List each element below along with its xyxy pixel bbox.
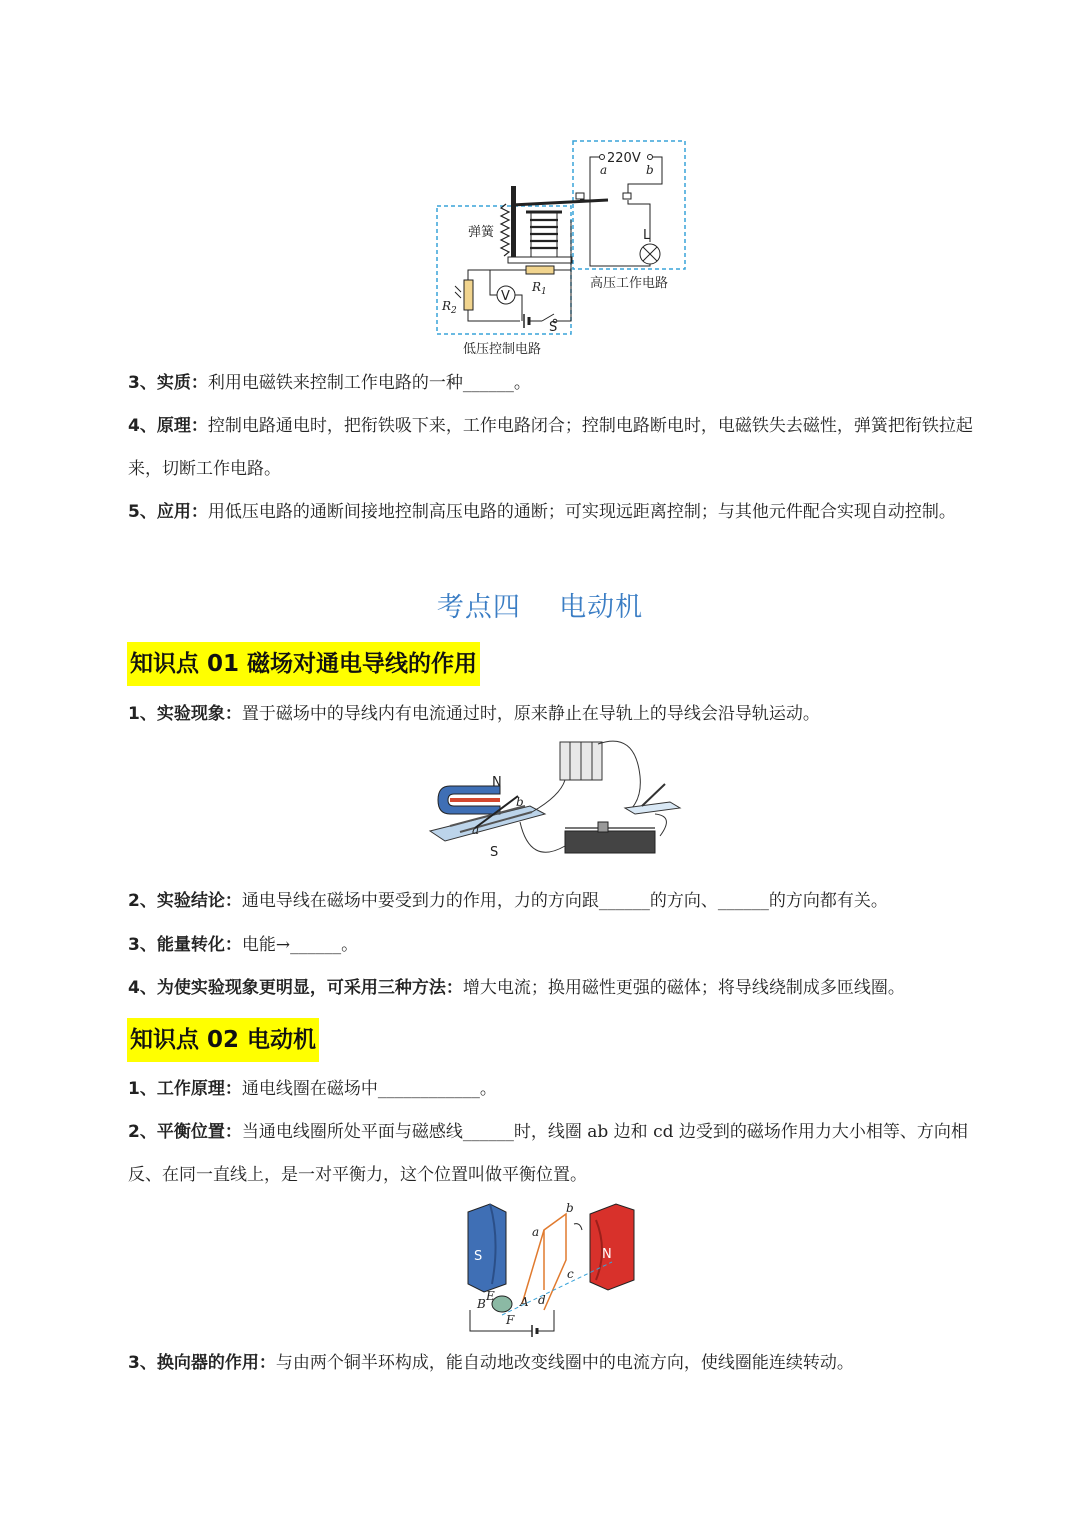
low-voltage-label: 低压控制电路 <box>463 342 542 357</box>
relay-item-principle: 4、原理：控制电路通电时，把衔铁吸下来，工作电路闭合；控制电路断电时，电磁铁失去磁性，弹簧把衔铁拉起来，切断工作电路。 <box>128 416 973 479</box>
rod-end-b-label: b <box>516 795 524 809</box>
kp1-item-phenomenon: 1、实验现象：置于磁场中的导线内有电流通过时，原来静止在导轨上的导线会沿导轨运动。 <box>128 704 820 724</box>
relay-circuit-figure <box>430 138 700 363</box>
magnet-n-label: N <box>602 1247 612 1262</box>
section-title: 考点四 电动机 <box>436 592 644 623</box>
kp1-item-energy: 3、能量转化：电能→______。 <box>128 935 359 955</box>
south-pole-label: S <box>490 845 499 860</box>
r1-label: $R_1$ <box>532 280 547 297</box>
coil-c-label: c <box>567 1267 574 1281</box>
ring-e-label: E <box>486 1289 495 1303</box>
high-voltage-label: 高压工作电路 <box>590 276 669 291</box>
coil-a-label: a <box>532 1225 540 1239</box>
terminal-b-label: b <box>646 163 654 177</box>
kp1-item-methods: 4、为使实验现象更明显，可采用三种方法：增大电流；换用磁性更强的磁体；将导线绕制成多匝线圈。 <box>128 978 905 998</box>
kp2-item-commutator: 3、换向器的作用：与由两个铜半环构成，能自动地改变线圈中的电流方向，使线圈能连续转动。 <box>128 1353 854 1373</box>
terminal-a-label: a <box>600 163 608 177</box>
relay-item-application: 5、应用：用低压电路的通断间接地控制高压电路的通断；可实现远距离控制；与其他元件配合实现自动控制。 <box>128 502 956 522</box>
brush-b-label: B <box>477 1297 486 1311</box>
rod-end-a-label: a <box>472 823 480 837</box>
motor-coil-figure <box>462 1200 642 1340</box>
voltmeter-label: V <box>501 289 510 304</box>
r2-label: $R_2$ <box>442 299 457 316</box>
brush-a-label: A <box>520 1295 529 1309</box>
kp1-item-conclusion: 2、实验结论：通电导线在磁场中要受到力的作用，力的方向跟______的方向、______的方向都有关。 <box>128 891 888 911</box>
lamp-label: L <box>643 228 651 243</box>
magnet-s-label: S <box>474 1249 483 1264</box>
magnetic-force-experiment-figure <box>420 736 690 866</box>
ring-f-label: F <box>506 1313 515 1327</box>
coil-b-label: b <box>566 1201 574 1215</box>
spring-label: 弹簧 <box>468 225 495 240</box>
switch-label: S <box>549 320 558 335</box>
voltage-label: 220V <box>607 151 641 166</box>
kp2-item-balance: 2、平衡位置：当通电线圈所处平面与磁感线______时，线圈 ab 边和 cd 边受到的磁场作用力大小相等、方向相反、在同一直线上，是一对平衡力，这个位置叫做平衡位置。 <box>128 1122 968 1185</box>
coil-d-label: d <box>538 1293 546 1307</box>
relay-item-essence: 3、实质：利用电磁铁来控制工作电路的一种______。 <box>128 373 531 393</box>
kp2-item-principle: 1、工作原理：通电线圈在磁场中____________。 <box>128 1079 497 1099</box>
knowledge-point-02-title: 知识点 02 电动机 <box>127 1018 319 1062</box>
knowledge-point-01-title: 知识点 01 磁场对通电导线的作用 <box>127 642 480 686</box>
north-pole-label: N <box>492 775 502 790</box>
